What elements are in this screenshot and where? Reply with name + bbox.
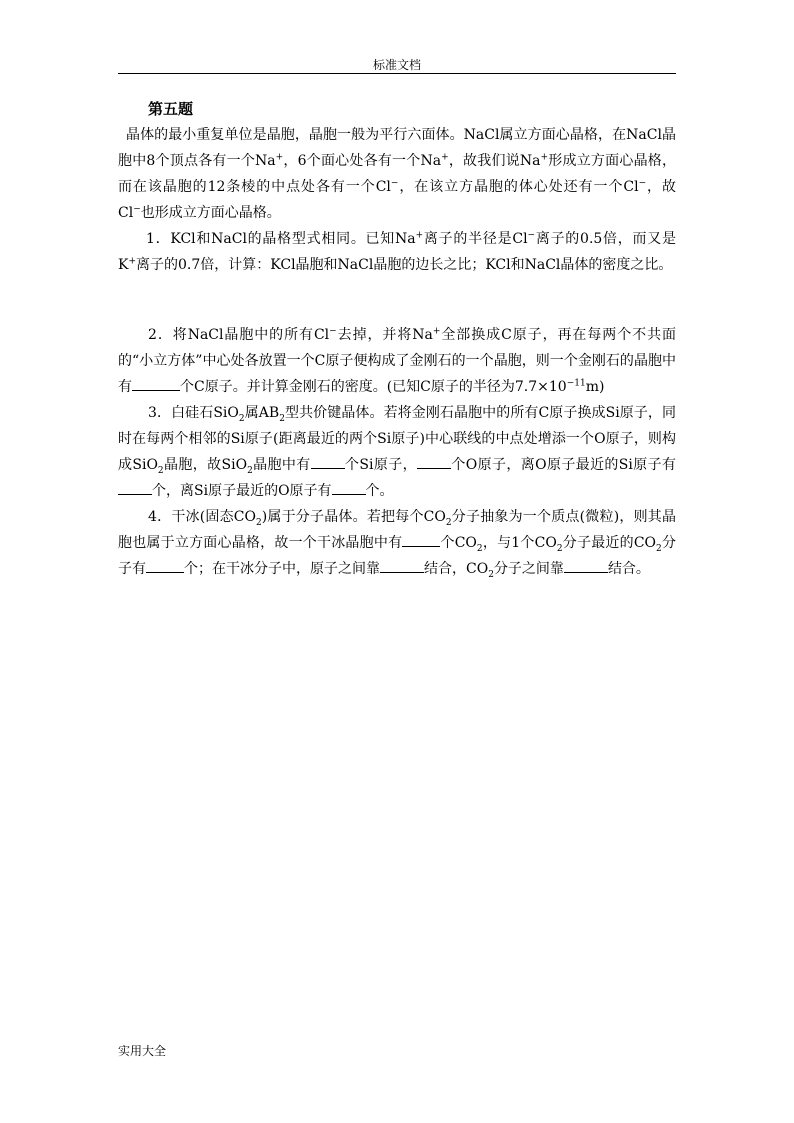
q4-text-1: 4．干冰(固态CO: [148, 509, 256, 525]
subscript: 2: [656, 543, 662, 554]
intro-text-5: ，在该立方晶胞的体心处还有一个Cl: [398, 179, 639, 195]
question-1: [118, 226, 676, 278]
superscript: −: [638, 178, 647, 189]
intro-paragraph: [118, 122, 676, 226]
fill-blank[interactable]: [146, 556, 184, 573]
q1-text-3: 离子的0.5倍，而又是K: [118, 231, 676, 273]
q3-text-3: 型共价键晶体。若将金刚石晶胞中的所有C原子换成Si原子，同时在每两个相邻的Si原子(距离最近的两个Si原子)中心联线的中点处增添一个O原子，则构成SiO: [118, 405, 677, 473]
subscript: 2: [476, 543, 483, 554]
q1-text-4: 离子的0.7倍，计算：KCl晶胞和NaCl晶胞的边长之比；KCl和NaCl晶体的密度之比。: [136, 257, 673, 273]
page-header: 标准文档: [372, 58, 421, 72]
document-body: [118, 96, 676, 582]
subscript: 2: [247, 465, 253, 476]
q4-text-3: 分子抽象为一个质点(微粒)，则其晶胞也属于立方面心晶格，故一个干冰晶胞中有: [118, 509, 676, 551]
q3-text-5: 晶胞中有: [252, 457, 311, 473]
q3-text-7: 个O原子，离O原子最近的Si原子有: [451, 457, 677, 473]
fill-blank[interactable]: [402, 530, 440, 547]
superscript: −: [527, 230, 536, 241]
q3-text-1: 3．白硅石SiO: [148, 405, 239, 421]
question-3: [118, 400, 676, 504]
intro-text-2: ，6个面心处各有一个Na: [283, 153, 442, 169]
intro-text-4: 形成立方面心晶格，而在该晶胞的12条棱的中点处各有一个Cl: [118, 153, 676, 195]
fill-blank[interactable]: [380, 556, 424, 573]
q1-text-2: 离子的半径是Cl: [423, 231, 528, 247]
q4-text-6: 分子最近的CO: [562, 535, 657, 551]
superscript: +: [432, 326, 441, 337]
q1-text-1: 1．KCl和NaCl的晶格型式相同。已知Na: [146, 231, 416, 247]
subscript: 2: [238, 413, 245, 424]
q3-text-2: 属AB: [244, 405, 280, 421]
fill-blank[interactable]: [417, 452, 451, 469]
q4-text-9: 结合，CO: [424, 561, 489, 577]
subscript: 2: [279, 413, 285, 424]
q4-text-10: 分子之间靠: [493, 561, 564, 577]
q3-text-4: 晶胞，故SiO: [163, 457, 248, 473]
q4-text-8: 个；在干冰分子中，原子之间靠: [184, 561, 380, 577]
subscript: 2: [256, 517, 262, 528]
fill-blank[interactable]: [118, 478, 152, 495]
intro-text-1: 晶体的最小重复单位是晶胞，晶胞一般为平行六面体。NaCl属立方面心晶格，在NaCl晶胞中8个顶点各有一个Na: [118, 127, 676, 169]
superscript: −: [133, 204, 141, 215]
intro-text-7: 也形成立方面心晶格。: [140, 205, 281, 221]
superscript: +: [275, 152, 284, 163]
subscript: 2: [445, 517, 452, 528]
q3-text-9: 个。: [365, 483, 394, 499]
q4-text-2: )属于分子晶体。若把每个CO: [261, 509, 446, 525]
q2-text-4: 个C原子。并计算金刚石的密度。(已知C原子的半径为7.7×10: [180, 379, 567, 395]
q3-text-8: 个，离Si原子最近的O原子有: [152, 483, 332, 499]
fill-blank[interactable]: [332, 478, 366, 495]
q2-text-3: 全部换成C原子，再在每两个不共面的“小立方体”中心处各放置一个C原子便构成了金刚石的一个晶胞，则一个金刚石的晶胞中有: [118, 327, 676, 395]
fill-blank[interactable]: [311, 452, 345, 469]
answer-space: [118, 278, 676, 322]
fill-blank[interactable]: [132, 374, 180, 391]
subscript: 2: [556, 543, 563, 554]
q2-text-2: 去掉，并将Na: [336, 327, 433, 343]
intro-text-3: ，故我们说Na: [448, 153, 541, 169]
q4-text-4: 个CO: [440, 535, 477, 551]
superscript: +: [441, 152, 449, 163]
superscript: +: [415, 230, 424, 241]
superscript: +: [128, 256, 137, 267]
q4-text-11: 结合。: [607, 561, 650, 577]
problem-title: 第五题: [148, 100, 194, 118]
subscript: 2: [157, 465, 164, 476]
subscript: 2: [488, 569, 494, 580]
superscript: −: [390, 178, 399, 189]
q3-text-6: 个Si原子，: [344, 457, 417, 473]
exponent: −11: [566, 378, 586, 389]
question-2: [118, 322, 676, 400]
header-divider: [118, 73, 676, 74]
fill-blank[interactable]: [564, 556, 608, 573]
q4-text-5: ，与1个CO: [482, 535, 557, 551]
superscript: +: [540, 152, 549, 163]
q2-text-5: m): [585, 379, 605, 395]
question-4: [118, 504, 676, 582]
page-footer: 实用大全: [118, 1044, 167, 1058]
q2-text-1: 2．将NaCl晶胞中的所有Cl: [148, 327, 330, 343]
intro-text-6: ，故Cl: [118, 179, 676, 221]
superscript: −: [329, 326, 337, 337]
q4-text-7: 分子有: [118, 535, 676, 577]
